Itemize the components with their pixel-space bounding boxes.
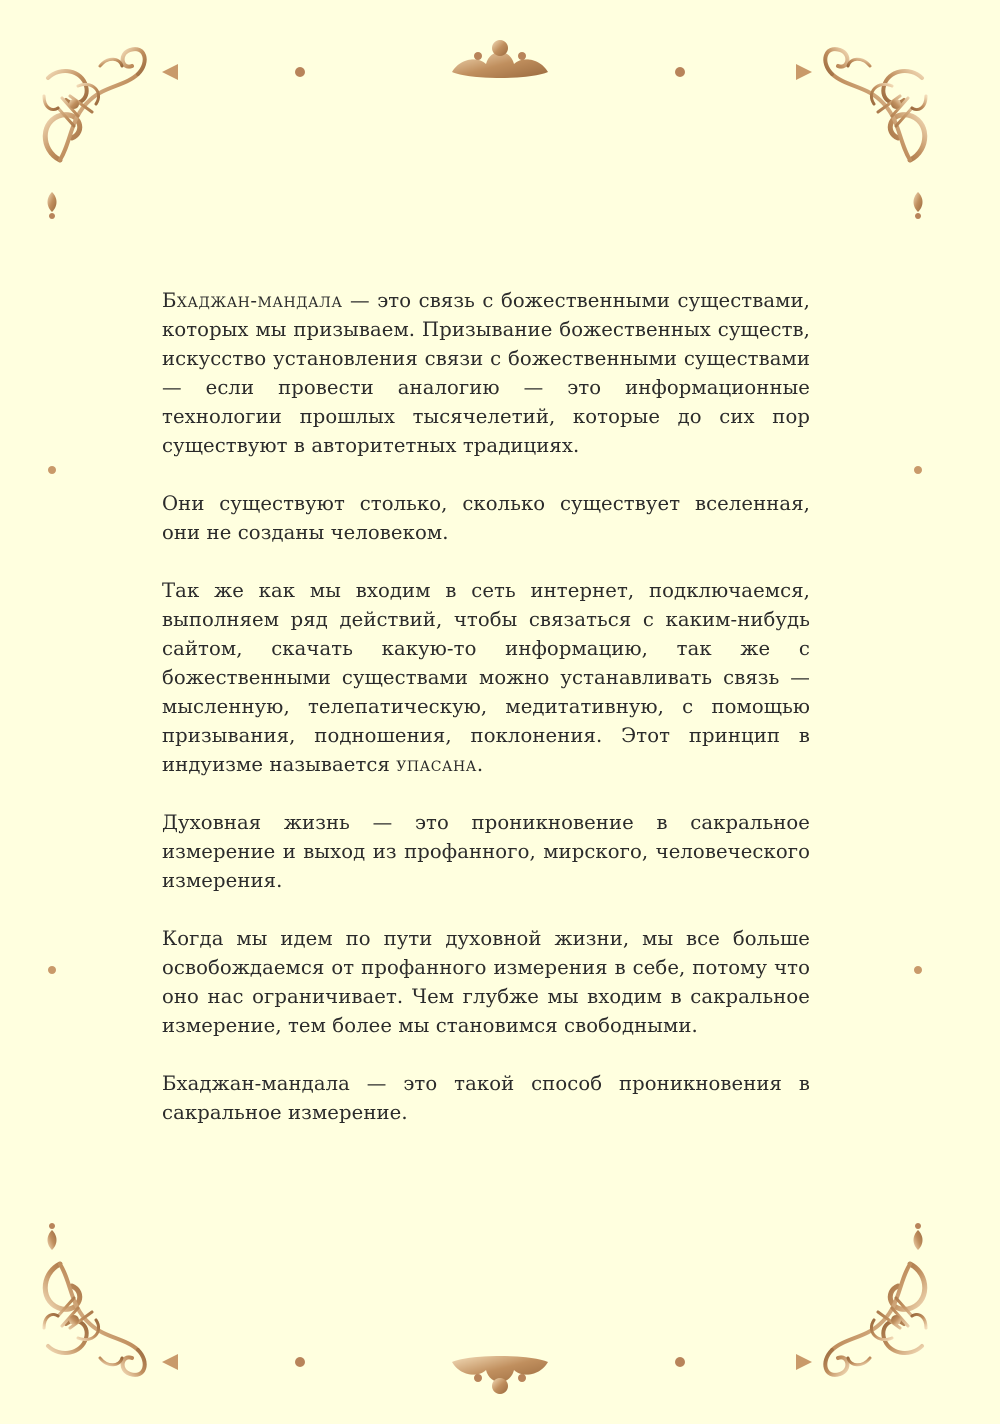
paragraph-1: [162, 286, 810, 460]
paragraph-2: [162, 489, 810, 547]
paragraph-3: [162, 576, 810, 779]
paragraph-5: [162, 924, 810, 1040]
paragraph-2-text: Они существуют столько, сколько существует вселенная, они не созданы человеком.: [162, 492, 810, 544]
paragraph-6: [162, 1069, 810, 1127]
paragraph-4-text: Духовная жизнь — это проникновение в сакральное измерение и выход из профанного, мирского, человеческого измерения.: [162, 811, 810, 892]
paragraph-3-tail: .: [476, 753, 484, 776]
corner-bottom-right: [825, 1264, 926, 1375]
right-border: [914, 192, 923, 1250]
corner-bottom-left: [44, 1264, 145, 1375]
corner-top-right: [825, 49, 926, 160]
paragraph-3-text: Так же как мы входим в сеть интернет, подключаемся, выполняем ряд действий, чтобы связаться с каким-нибудь сайтом, скачать какую-то информацию, так же с божественными существами можно устанавливать связь — мысленную, телепатическую, медитативную, с помощью призывания, подношения, поклонения. Этот принцип в индуизме называется: [162, 579, 810, 776]
paragraph-1-lead: Бхаджан-мандала: [162, 289, 343, 312]
paragraph-3-term: упасана: [396, 753, 477, 776]
paragraph-4: [162, 808, 810, 895]
left-border: [48, 192, 57, 1250]
bottom-border: [162, 1354, 812, 1394]
paragraph-6-text: Бхаджан-мандала — это такой способ проникновения в сакральное измерение.: [162, 1072, 810, 1124]
top-border: [162, 40, 812, 80]
body-text: [162, 286, 810, 1156]
corner-top-left: [44, 49, 145, 160]
paragraph-1-text: — это связь с божественными существами, которых мы призываем. Призывание божественных существ, искусство установления связи с божественными существами — если провести аналогию — это информационные технологии прошлых тысячелетий, которые до сих пор существуют в авторитетных традициях.: [162, 289, 810, 457]
paragraph-5-text: Когда мы идем по пути духовной жизни, мы все больше освобождаемся от профанного измерения в себе, потому что оно нас ограничивает. Чем глубже мы входим в сакральное измерение, тем более мы становимся свободными.: [162, 927, 810, 1037]
